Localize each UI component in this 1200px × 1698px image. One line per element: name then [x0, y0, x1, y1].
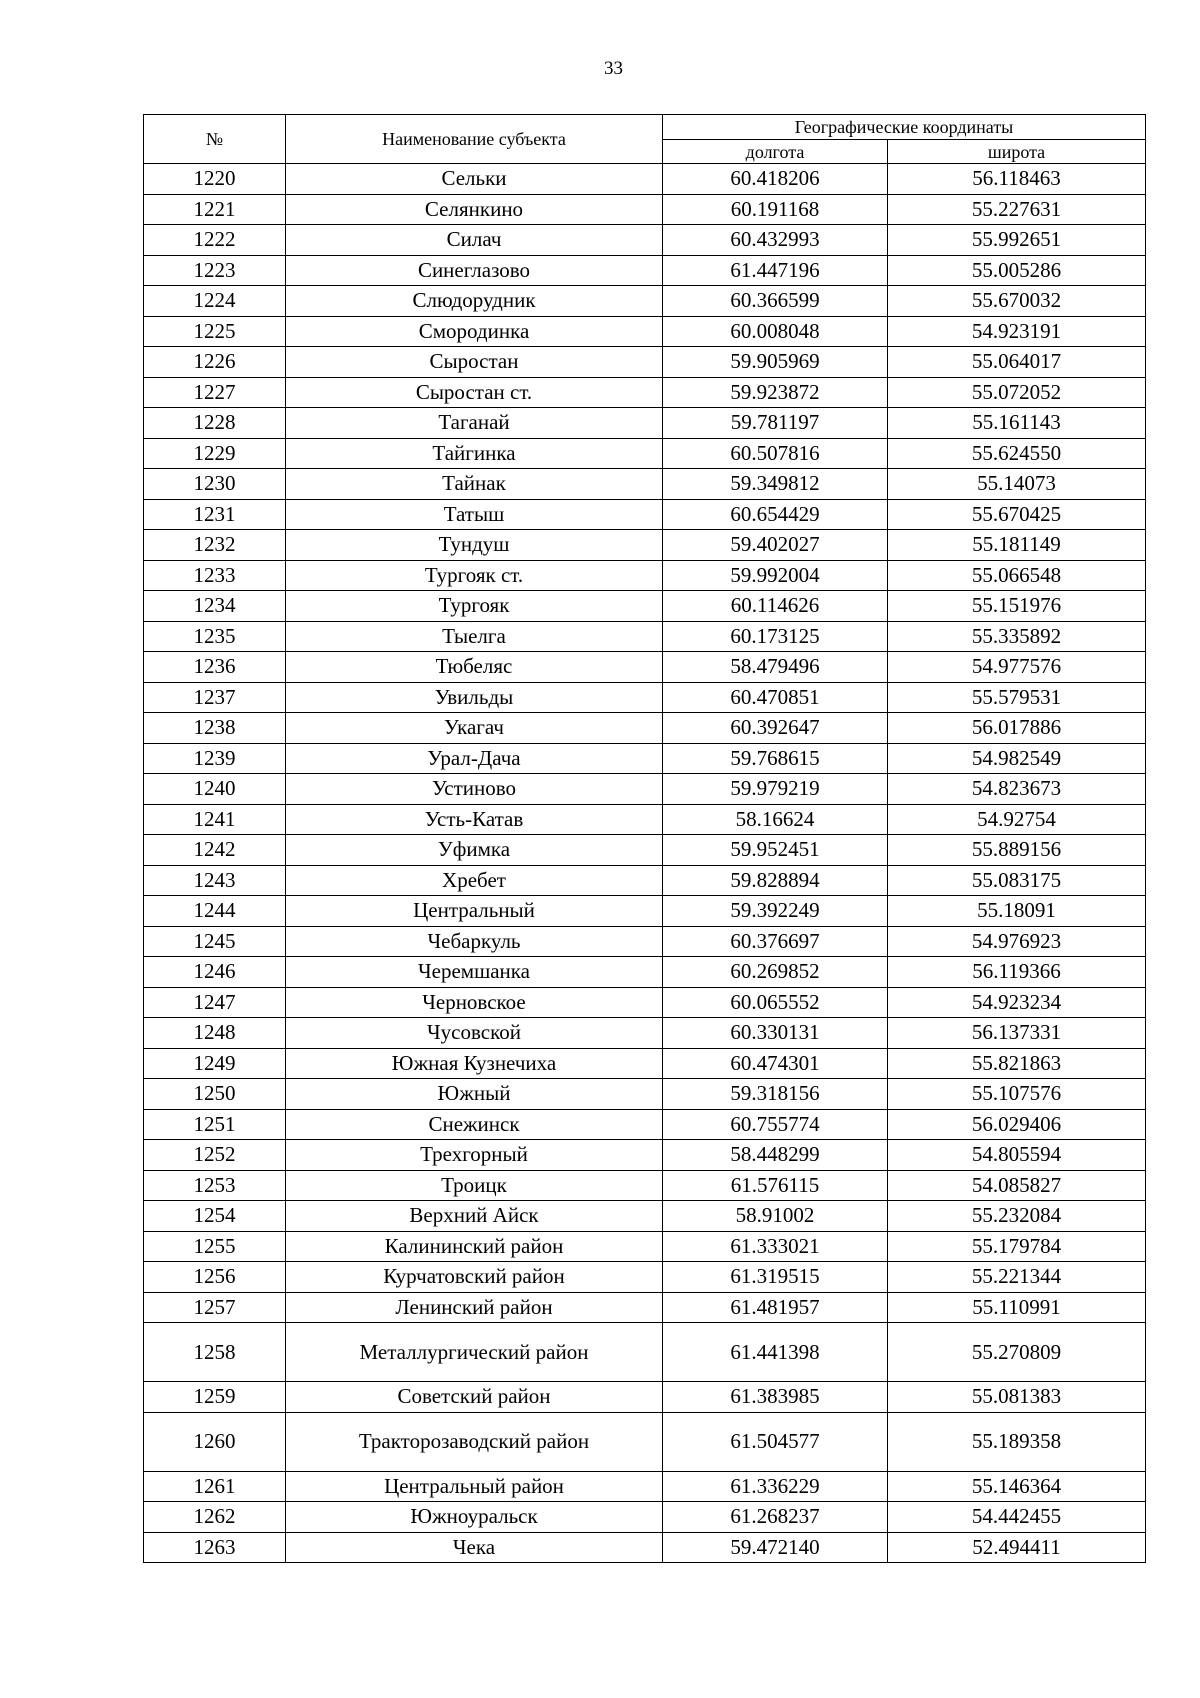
header-number: № [144, 115, 286, 164]
table-row [144, 438, 1146, 469]
table-row [144, 713, 1146, 744]
table-row [144, 225, 1146, 256]
cell-longitude: 59.392249 [663, 896, 888, 927]
table-row [144, 1109, 1146, 1140]
cell-longitude: 59.768615 [663, 743, 888, 774]
cell-longitude: 61.447196 [663, 255, 888, 286]
cell-subject-name: Слюдорудник [286, 286, 663, 317]
table-row [144, 865, 1146, 896]
cell-longitude: 60.474301 [663, 1048, 888, 1079]
cell-longitude: 60.755774 [663, 1109, 888, 1140]
cell-latitude: 56.029406 [888, 1109, 1146, 1140]
table-row [144, 499, 1146, 530]
cell-number: 1238 [144, 713, 286, 744]
cell-latitude: 55.227631 [888, 194, 1146, 225]
table-row [144, 1323, 1146, 1382]
cell-subject-name: Тыелга [286, 621, 663, 652]
cell-number: 1257 [144, 1292, 286, 1323]
cell-latitude: 54.977576 [888, 652, 1146, 683]
cell-longitude: 58.16624 [663, 804, 888, 835]
cell-subject-name: Черновское [286, 987, 663, 1018]
cell-latitude: 56.017886 [888, 713, 1146, 744]
cell-subject-name: Центральный район [286, 1471, 663, 1502]
cell-subject-name: Южная Кузнечиха [286, 1048, 663, 1079]
cell-number: 1230 [144, 469, 286, 500]
cell-number: 1220 [144, 164, 286, 195]
cell-latitude: 55.624550 [888, 438, 1146, 469]
cell-number: 1242 [144, 835, 286, 866]
cell-number: 1224 [144, 286, 286, 317]
cell-subject-name: Хребет [286, 865, 663, 896]
cell-subject-name: Чусовской [286, 1018, 663, 1049]
cell-subject-name: Снежинск [286, 1109, 663, 1140]
header-longitude: долгота [663, 140, 888, 164]
table-row [144, 347, 1146, 378]
cell-subject-name: Металлургический район [286, 1323, 663, 1382]
cell-subject-name: Силач [286, 225, 663, 256]
cell-subject-name: Чека [286, 1532, 663, 1563]
table-row [144, 377, 1146, 408]
cell-latitude: 56.137331 [888, 1018, 1146, 1049]
cell-number: 1223 [144, 255, 286, 286]
cell-longitude: 60.654429 [663, 499, 888, 530]
cell-latitude: 55.161143 [888, 408, 1146, 439]
cell-latitude: 55.821863 [888, 1048, 1146, 1079]
cell-number: 1254 [144, 1201, 286, 1232]
cell-number: 1243 [144, 865, 286, 896]
cell-latitude: 55.335892 [888, 621, 1146, 652]
cell-subject-name: Южноуральск [286, 1502, 663, 1533]
cell-longitude: 60.432993 [663, 225, 888, 256]
cell-latitude: 54.085827 [888, 1170, 1146, 1201]
table-row [144, 652, 1146, 683]
cell-longitude: 60.392647 [663, 713, 888, 744]
table-row [144, 1292, 1146, 1323]
cell-longitude: 59.402027 [663, 530, 888, 561]
cell-subject-name: Таганай [286, 408, 663, 439]
cell-latitude: 54.92754 [888, 804, 1146, 835]
cell-longitude: 60.418206 [663, 164, 888, 195]
table-row [144, 1532, 1146, 1563]
cell-number: 1239 [144, 743, 286, 774]
cell-latitude: 55.221344 [888, 1262, 1146, 1293]
table-row [144, 591, 1146, 622]
cell-latitude: 55.081383 [888, 1382, 1146, 1413]
cell-longitude: 60.065552 [663, 987, 888, 1018]
cell-latitude: 55.579531 [888, 682, 1146, 713]
table-row [144, 1201, 1146, 1232]
cell-latitude: 55.083175 [888, 865, 1146, 896]
cell-number: 1233 [144, 560, 286, 591]
cell-subject-name: Ленинский район [286, 1292, 663, 1323]
cell-latitude: 55.146364 [888, 1471, 1146, 1502]
cell-subject-name: Сыростан [286, 347, 663, 378]
table-row [144, 835, 1146, 866]
cell-latitude: 55.110991 [888, 1292, 1146, 1323]
cell-longitude: 61.333021 [663, 1231, 888, 1262]
cell-longitude: 61.268237 [663, 1502, 888, 1533]
table-row [144, 1471, 1146, 1502]
cell-longitude: 61.481957 [663, 1292, 888, 1323]
cell-subject-name: Тургояк ст. [286, 560, 663, 591]
cell-number: 1253 [144, 1170, 286, 1201]
table-row [144, 286, 1146, 317]
cell-longitude: 59.979219 [663, 774, 888, 805]
cell-number: 1227 [144, 377, 286, 408]
cell-latitude: 54.976923 [888, 926, 1146, 957]
cell-latitude: 55.992651 [888, 225, 1146, 256]
cell-latitude: 55.151976 [888, 591, 1146, 622]
table-row [144, 957, 1146, 988]
cell-longitude: 59.472140 [663, 1532, 888, 1563]
cell-longitude: 61.383985 [663, 1382, 888, 1413]
cell-subject-name: Черемшанка [286, 957, 663, 988]
cell-longitude: 60.470851 [663, 682, 888, 713]
table-row [144, 682, 1146, 713]
cell-subject-name: Сыростан ст. [286, 377, 663, 408]
cell-longitude: 59.828894 [663, 865, 888, 896]
table-row [144, 621, 1146, 652]
cell-latitude: 55.066548 [888, 560, 1146, 591]
cell-latitude: 55.18091 [888, 896, 1146, 927]
cell-latitude: 54.923191 [888, 316, 1146, 347]
cell-latitude: 56.118463 [888, 164, 1146, 195]
header-subject-name: Наименование субъекта [286, 115, 663, 164]
cell-number: 1251 [144, 1109, 286, 1140]
cell-number: 1255 [144, 1231, 286, 1262]
cell-subject-name: Курчатовский район [286, 1262, 663, 1293]
cell-subject-name: Увильды [286, 682, 663, 713]
cell-subject-name: Верхний Айск [286, 1201, 663, 1232]
cell-subject-name: Урал-Дача [286, 743, 663, 774]
cell-latitude: 55.670032 [888, 286, 1146, 317]
cell-longitude: 59.781197 [663, 408, 888, 439]
table-row [144, 1170, 1146, 1201]
cell-longitude: 60.269852 [663, 957, 888, 988]
cell-number: 1244 [144, 896, 286, 927]
table-row [144, 926, 1146, 957]
table-row [144, 1262, 1146, 1293]
table-row [144, 1502, 1146, 1533]
cell-subject-name: Калининский район [286, 1231, 663, 1262]
cell-latitude: 55.189358 [888, 1412, 1146, 1471]
cell-subject-name: Тракторозаводский район [286, 1412, 663, 1471]
table-row [144, 530, 1146, 561]
cell-longitude: 59.923872 [663, 377, 888, 408]
cell-number: 1236 [144, 652, 286, 683]
cell-latitude: 54.923234 [888, 987, 1146, 1018]
table-row [144, 194, 1146, 225]
table-row [144, 1412, 1146, 1471]
table-row [144, 316, 1146, 347]
table-row [144, 469, 1146, 500]
cell-subject-name: Синеглазово [286, 255, 663, 286]
cell-latitude: 55.14073 [888, 469, 1146, 500]
cell-latitude: 56.119366 [888, 957, 1146, 988]
cell-subject-name: Усть-Катав [286, 804, 663, 835]
page-number: 33 [604, 58, 623, 79]
cell-number: 1240 [144, 774, 286, 805]
table-row [144, 1382, 1146, 1413]
cell-number: 1259 [144, 1382, 286, 1413]
cell-longitude: 59.318156 [663, 1079, 888, 1110]
cell-number: 1250 [144, 1079, 286, 1110]
cell-longitude: 58.448299 [663, 1140, 888, 1171]
cell-longitude: 60.191168 [663, 194, 888, 225]
cell-latitude: 55.670425 [888, 499, 1146, 530]
cell-subject-name: Устиново [286, 774, 663, 805]
cell-longitude: 59.349812 [663, 469, 888, 500]
cell-number: 1258 [144, 1323, 286, 1382]
cell-longitude: 58.479496 [663, 652, 888, 683]
cell-latitude: 54.805594 [888, 1140, 1146, 1171]
cell-number: 1237 [144, 682, 286, 713]
table-row [144, 743, 1146, 774]
cell-latitude: 55.072052 [888, 377, 1146, 408]
cell-subject-name: Тундуш [286, 530, 663, 561]
table-row [144, 774, 1146, 805]
cell-longitude: 60.507816 [663, 438, 888, 469]
cell-number: 1231 [144, 499, 286, 530]
cell-longitude: 61.336229 [663, 1471, 888, 1502]
table-row [144, 1048, 1146, 1079]
cell-latitude: 55.179784 [888, 1231, 1146, 1262]
cell-number: 1263 [144, 1532, 286, 1563]
cell-number: 1261 [144, 1471, 286, 1502]
cell-number: 1247 [144, 987, 286, 1018]
table-row [144, 1140, 1146, 1171]
cell-number: 1252 [144, 1140, 286, 1171]
cell-subject-name: Сельки [286, 164, 663, 195]
table-row [144, 255, 1146, 286]
cell-number: 1246 [144, 957, 286, 988]
cell-number: 1235 [144, 621, 286, 652]
cell-number: 1245 [144, 926, 286, 957]
cell-number: 1221 [144, 194, 286, 225]
cell-latitude: 54.823673 [888, 774, 1146, 805]
cell-latitude: 54.982549 [888, 743, 1146, 774]
cell-subject-name: Укагач [286, 713, 663, 744]
cell-longitude: 61.319515 [663, 1262, 888, 1293]
cell-longitude: 60.008048 [663, 316, 888, 347]
table-row [144, 804, 1146, 835]
cell-longitude: 61.576115 [663, 1170, 888, 1201]
cell-subject-name: Советский район [286, 1382, 663, 1413]
cell-number: 1226 [144, 347, 286, 378]
cell-latitude: 55.005286 [888, 255, 1146, 286]
table-row [144, 896, 1146, 927]
cell-subject-name: Тайгинка [286, 438, 663, 469]
table-row [144, 1018, 1146, 1049]
table-row [144, 164, 1146, 195]
cell-number: 1260 [144, 1412, 286, 1471]
cell-longitude: 61.441398 [663, 1323, 888, 1382]
cell-latitude: 52.494411 [888, 1532, 1146, 1563]
cell-latitude: 55.107576 [888, 1079, 1146, 1110]
coordinates-table [143, 114, 1146, 1563]
cell-longitude: 59.905969 [663, 347, 888, 378]
cell-latitude: 55.064017 [888, 347, 1146, 378]
cell-longitude: 60.173125 [663, 621, 888, 652]
table-row [144, 1231, 1146, 1262]
cell-subject-name: Татыш [286, 499, 663, 530]
cell-subject-name: Селянкино [286, 194, 663, 225]
cell-subject-name: Уфимка [286, 835, 663, 866]
table-row [144, 987, 1146, 1018]
cell-number: 1256 [144, 1262, 286, 1293]
cell-subject-name: Южный [286, 1079, 663, 1110]
table-header [144, 115, 1146, 164]
cell-longitude: 59.952451 [663, 835, 888, 866]
cell-number: 1234 [144, 591, 286, 622]
cell-number: 1225 [144, 316, 286, 347]
cell-subject-name: Тюбеляс [286, 652, 663, 683]
table-row [144, 560, 1146, 591]
cell-number: 1241 [144, 804, 286, 835]
table-row [144, 1079, 1146, 1110]
cell-subject-name: Троицк [286, 1170, 663, 1201]
cell-subject-name: Тургояк [286, 591, 663, 622]
cell-number: 1229 [144, 438, 286, 469]
cell-subject-name: Трехгорный [286, 1140, 663, 1171]
table-body [144, 164, 1146, 1563]
table-row [144, 408, 1146, 439]
cell-longitude: 60.114626 [663, 591, 888, 622]
cell-latitude: 55.232084 [888, 1201, 1146, 1232]
cell-longitude: 60.330131 [663, 1018, 888, 1049]
cell-number: 1262 [144, 1502, 286, 1533]
cell-latitude: 55.270809 [888, 1323, 1146, 1382]
cell-longitude: 60.366599 [663, 286, 888, 317]
cell-subject-name: Смородинка [286, 316, 663, 347]
cell-latitude: 55.889156 [888, 835, 1146, 866]
cell-number: 1222 [144, 225, 286, 256]
header-latitude: широта [888, 140, 1146, 164]
cell-subject-name: Центральный [286, 896, 663, 927]
cell-subject-name: Чебаркуль [286, 926, 663, 957]
cell-latitude: 54.442455 [888, 1502, 1146, 1533]
cell-number: 1232 [144, 530, 286, 561]
cell-longitude: 60.376697 [663, 926, 888, 957]
cell-longitude: 61.504577 [663, 1412, 888, 1471]
cell-number: 1248 [144, 1018, 286, 1049]
cell-latitude: 55.181149 [888, 530, 1146, 561]
cell-longitude: 59.992004 [663, 560, 888, 591]
header-geo-coordinates: Географические координаты [663, 115, 1146, 140]
cell-number: 1249 [144, 1048, 286, 1079]
cell-number: 1228 [144, 408, 286, 439]
cell-longitude: 58.91002 [663, 1201, 888, 1232]
cell-subject-name: Тайнак [286, 469, 663, 500]
